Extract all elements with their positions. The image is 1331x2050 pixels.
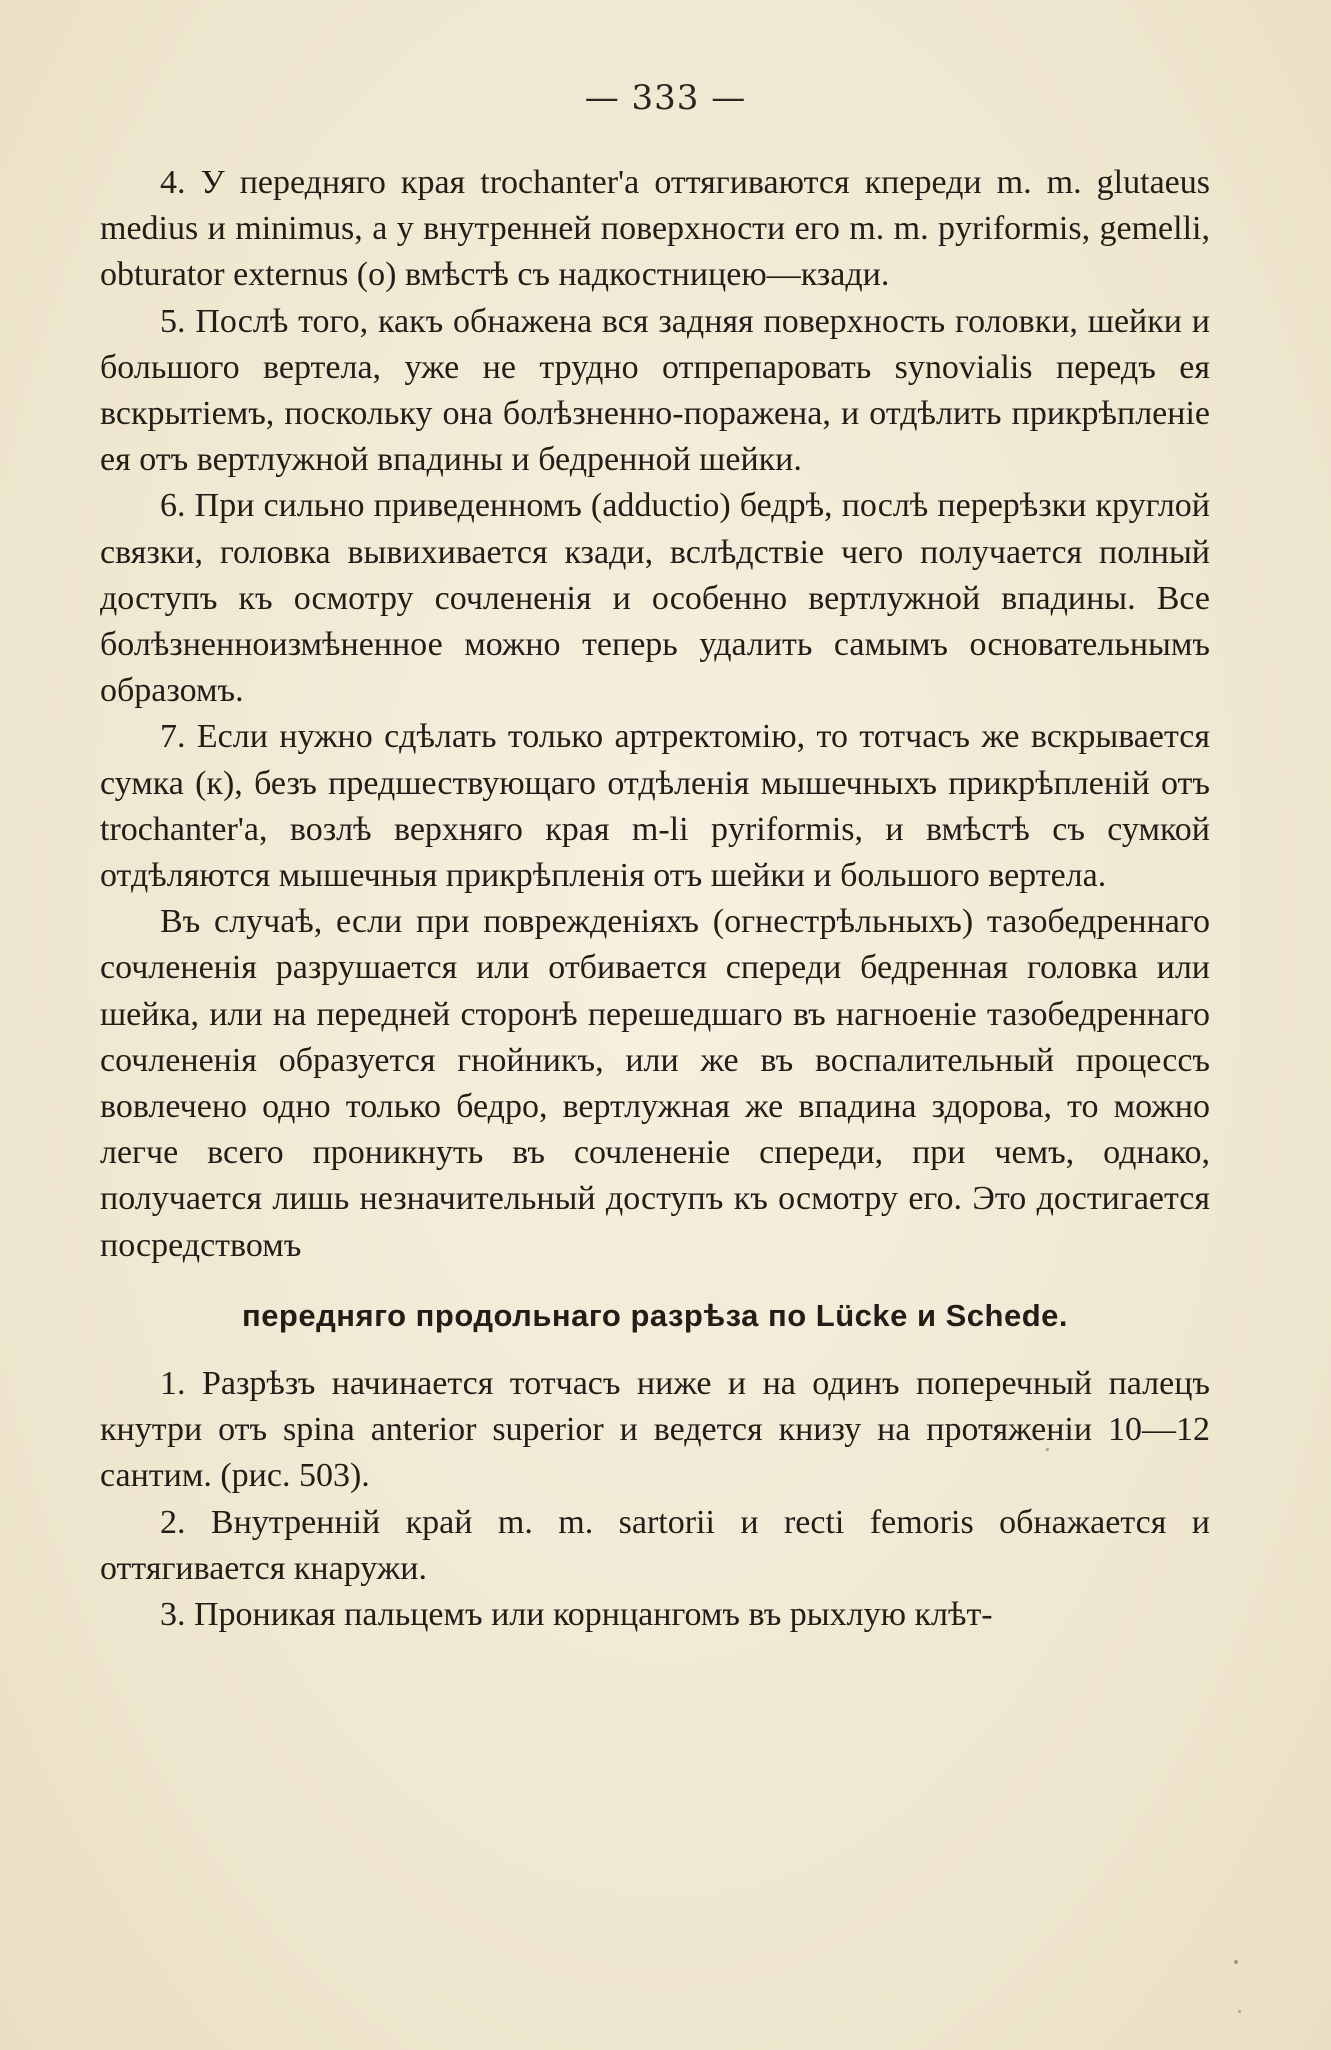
section-heading: передняго продольнаго разрѣза по Lücke и Schede.	[241, 1297, 1069, 1333]
paragraph-7: 7. Если нужно сдѣлать только артректомiю, то тотчасъ же вскрывается сумка (к), безъ предшествующаго отдѣленiя мышечныхъ прикрѣпленiй отъ trochanter'a, возлѣ верхняго края m-li pyriformis, и вмѣстѣ съ сумкой отдѣляются мышечныя прикрѣпленiя отъ шейки и большого вертела.	[100, 718, 1210, 895]
page-number: — 333 —	[584, 78, 747, 118]
paragraph-step-2: 2. Внутреннiй край m. m. sartorii и recti femoris обнажается и оттягивается кнаружи.	[100, 1503, 1210, 1587]
paragraph-5: 5. Послѣ того, какъ обнажена вся задняя поверхность головки, шейки и большого вертела, уже не трудно отпрепаровать synovialis передъ ея вскрытiемъ, поскольку она болѣзненно-поражена, и отдѣлить прикрѣпленiе ея отъ вертлужной впадины и бедренной шейки.	[100, 302, 1210, 479]
paragraph-injuries: Въ случаѣ, если при поврежденiяхъ (огнестрѣльныхъ) тазобедреннаго сочлененiя разрушается или отбивается спереди бедренная головка или шейка, или на передней сторонѣ перешедшаго въ нагноенiе тазобедреннаго сочлененiя образуется гнойникъ, или же въ воспалительный процессъ вовлечено одно только бедро, вертлужная же впадина здорова, то можно легче всего проникнуть въ сочлененiе спереди, при чемъ, однако, получается лишь незначительный доступъ къ осмотру его. Это достигается посредствомъ	[100, 903, 1210, 1264]
paragraph-step-1: 1. Разрѣзъ начинается тотчасъ ниже и на одинъ поперечный палецъ кнутри отъ spina anterior superior и ведется книзу на протяженiи 10—12 сантим. (рис. 503).	[100, 1365, 1210, 1495]
paragraph-6: 6. При сильно приведенномъ (adductio) бедрѣ, послѣ перерѣзки круглой связки, головка вывихивается кзади, вслѣдствiе чего получается полный доступъ къ осмотру сочлененiя и особенно вертлужной впадины. Все болѣзненноизмѣненное можно теперь удалить самымъ основательнымъ образомъ.	[100, 487, 1210, 710]
paper-speck	[1046, 1448, 1049, 1451]
paragraph-step-3: 3. Проникая пальцемъ или корнцангомъ въ рыхлую клѣт-	[160, 1596, 993, 1634]
body-text	[100, 160, 1210, 1638]
paragraph-4: 4. У передняго края trochanter'a оттягиваются кпереди m. m. glutaeus medius и minimus, а у внутренней поверхности его m. m. pyriformis, gemelli, obturator externus (o) вмѣстѣ съ надкостницею—кзади.	[100, 164, 1210, 294]
paper-speck	[1234, 1960, 1238, 1964]
paper-speck	[1238, 2010, 1241, 2013]
